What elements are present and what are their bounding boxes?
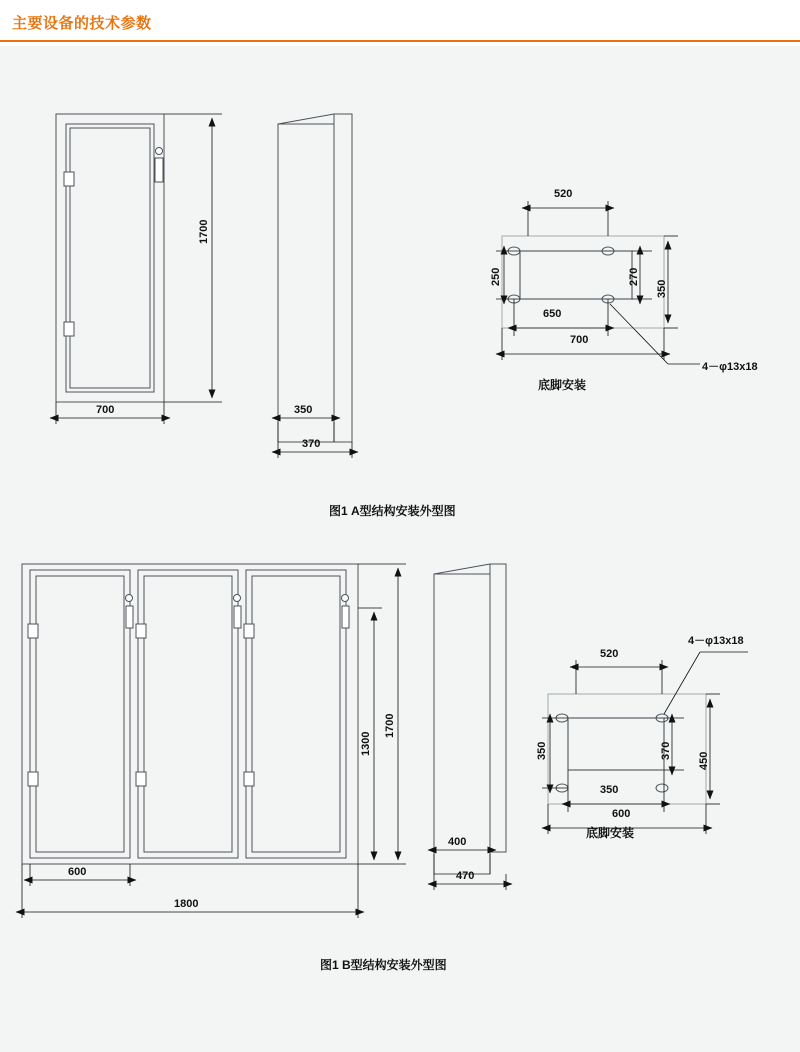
dim-b-front-600: 600 [68, 866, 87, 878]
dim-b-base-hole-note: 4－φ13x18 [688, 635, 744, 647]
figure-b-caption: 图1 B型结构安装外型图 [320, 958, 447, 972]
dim-b-base-520: 520 [600, 648, 619, 660]
figure-b-side-view [434, 564, 506, 874]
dim-b-base-350-bottom: 350 [600, 784, 619, 796]
dim-b-side-470: 470 [456, 870, 475, 882]
figure-b-base-title: 底脚安装 [586, 826, 635, 840]
page-title: 主要设备的技术参数 [12, 15, 152, 32]
dim-b-base-600: 600 [612, 808, 631, 820]
dim-b-front-1300: 1300 [360, 731, 372, 756]
technical-drawing [0, 46, 800, 1052]
dim-a-base-520: 520 [554, 188, 573, 200]
figure-b-front-view [22, 564, 358, 864]
dim-a-front-height: 1700 [198, 219, 210, 244]
figure-b-base-view [542, 652, 748, 834]
figure-a-caption: 图1 A型结构安装外型图 [329, 504, 456, 518]
dim-b-base-370: 370 [660, 741, 672, 760]
dim-a-base-270: 270 [628, 267, 640, 286]
figure-a-base-view [496, 201, 700, 364]
dim-a-base-650: 650 [543, 308, 562, 320]
drawing-canvas [0, 46, 800, 1052]
figure-a-front-view [56, 114, 164, 402]
dim-a-side-350: 350 [294, 404, 313, 416]
dim-a-front-width: 700 [96, 404, 115, 416]
dim-a-base-hole-note: 4－φ13x18 [702, 361, 758, 373]
dim-b-base-350-left: 350 [536, 741, 548, 760]
dim-a-base-250: 250 [490, 267, 502, 286]
figure-a-base-title: 底脚安装 [538, 378, 587, 392]
title-divider [0, 40, 800, 42]
dim-b-base-450: 450 [698, 751, 710, 770]
figure-a-front-dimensions [50, 114, 222, 424]
figure-a-side-view [278, 114, 352, 442]
dim-b-front-1800: 1800 [174, 898, 199, 910]
dim-a-side-370: 370 [302, 438, 321, 450]
dim-a-base-350: 350 [656, 279, 668, 298]
dim-a-base-700: 700 [570, 334, 589, 346]
dim-b-side-400: 400 [448, 836, 467, 848]
dim-b-front-1700: 1700 [384, 713, 396, 738]
